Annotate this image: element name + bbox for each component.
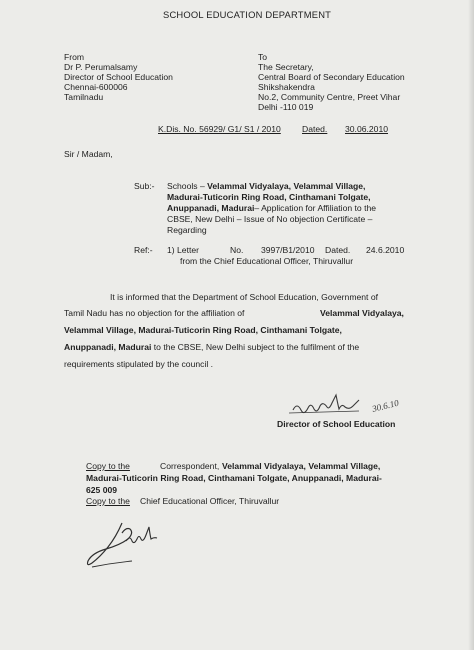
body-l4-bold: Anuppanadi, Madurai bbox=[64, 342, 152, 352]
subject-l1-plain: Schools – bbox=[167, 181, 208, 191]
from-name: Dr P. Perumalsamy bbox=[64, 62, 138, 72]
to-line-1: The Secretary, bbox=[258, 62, 314, 72]
to-label: To bbox=[258, 52, 268, 62]
copy1-line-1 bbox=[160, 461, 219, 471]
copy1-correspondent: Correspondent, bbox=[160, 461, 220, 471]
subject-line-2: Madurai-Tuticorin Ring Road, Cinthamani Tolgate, bbox=[167, 192, 371, 202]
from-city: Chennai-600006 bbox=[64, 82, 128, 92]
body-line-2 bbox=[64, 308, 244, 318]
ref-no-label: No. bbox=[230, 245, 244, 255]
from-state: Tamilnadu bbox=[64, 92, 104, 102]
subject-l1-bold: Velammal Vidyalaya, Velammal Village, bbox=[207, 181, 366, 191]
copy2-text: Chief Educational Officer, Thiruvallur bbox=[140, 496, 280, 506]
ref-date: 24.6.2010 bbox=[366, 245, 405, 255]
subject-l3-plain: – Application for Affiliation to the bbox=[254, 203, 377, 213]
body-line-4 bbox=[64, 342, 359, 352]
copy2-label: Copy to the bbox=[86, 496, 130, 506]
subject-label: Sub:- bbox=[134, 181, 155, 191]
kdis-date: 30.06.2010 bbox=[345, 124, 389, 134]
body-line-1: It is informed that the Department of School Education, Government of bbox=[110, 292, 378, 302]
subject-l3-bold: Anuppanadi, Madurai bbox=[167, 203, 255, 213]
initials-signature bbox=[82, 515, 172, 575]
body-line-3: Velammal Village, Madurai-Tuticorin Ring Road, Cinthamani Tolgate, bbox=[64, 325, 342, 335]
subject-line-3 bbox=[167, 203, 376, 213]
subject-line-5: Regarding bbox=[167, 225, 207, 235]
body-l4-plain: to the CBSE, New Delhi subject to the fulfilment of the bbox=[151, 342, 360, 352]
copy1-label: Copy to the bbox=[86, 461, 130, 471]
ref-dated-label: Dated. bbox=[325, 245, 351, 255]
subject-line-1 bbox=[167, 181, 365, 191]
body-line-5: requirements stipulated by the council . bbox=[64, 359, 214, 369]
copy1-line-2: Madurai-Tuticorin Ring Road, Cinthamani Tolgate, Anuppanadi, Madurai- bbox=[86, 473, 382, 483]
copy1-line-3: 625 009 bbox=[86, 485, 118, 495]
salutation: Sir / Madam, bbox=[64, 149, 113, 159]
body-l2-bold: Velammal Vidyalaya, bbox=[320, 308, 404, 318]
body-l2-plain: Tamil Nadu has no objection for the affiliation of bbox=[64, 308, 245, 318]
ref-line-2: from the Chief Educational Officer, Thiruvallur bbox=[180, 256, 354, 266]
to-line-2: Central Board of Secondary Education bbox=[258, 72, 405, 82]
ref-code: 3997/B1/2010 bbox=[261, 245, 315, 255]
copy1-school: Velammal Vidyalaya, Velammal Village, bbox=[222, 461, 381, 471]
kdis-number: K.Dis. No. 56929/ G1/ S1 / 2010 bbox=[158, 124, 281, 134]
to-line-3: Shikshakendra bbox=[258, 82, 315, 92]
to-line-4: No.2, Community Centre, Preet Vihar bbox=[258, 92, 401, 102]
kdis-dated-label: Dated. bbox=[302, 124, 328, 134]
subject-line-4: CBSE, New Delhi – Issue of No objection Certificate – bbox=[167, 214, 373, 224]
from-designation: Director of School Education bbox=[64, 72, 173, 82]
ref-letter: 1) Letter bbox=[167, 245, 200, 255]
from-label: From bbox=[64, 52, 85, 62]
director-designation: Director of School Education bbox=[277, 419, 396, 429]
ref-label: Ref:- bbox=[134, 245, 153, 255]
signature-date: 30.6.10 bbox=[371, 397, 400, 414]
to-line-5: Delhi -110 019 bbox=[258, 102, 314, 112]
scan-shadow bbox=[468, 0, 474, 650]
department-heading: SCHOOL EDUCATION DEPARTMENT bbox=[163, 9, 332, 20]
